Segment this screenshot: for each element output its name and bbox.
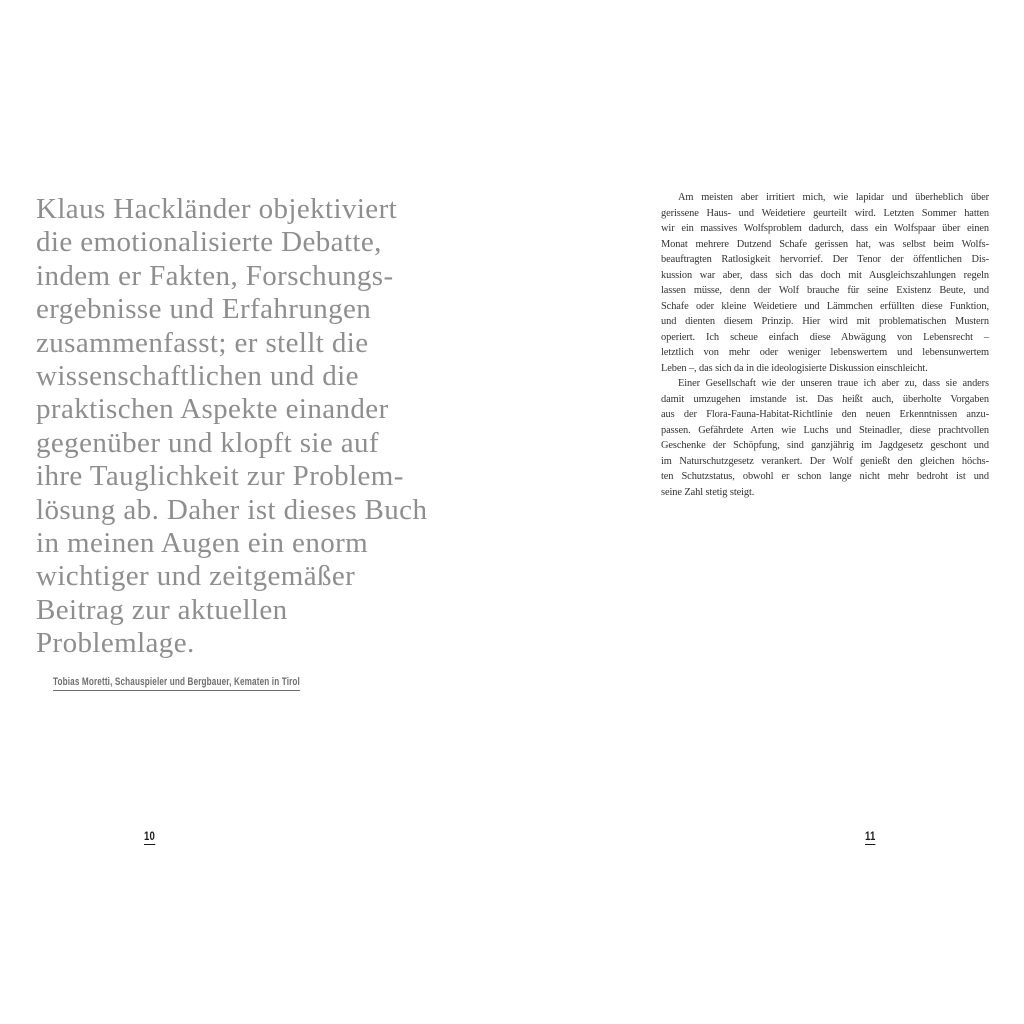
quote-line: Klaus Hackländer objektiviert	[36, 193, 398, 225]
quote-line: wichtiger und zeitgemäßer	[36, 560, 356, 593]
quote-line: ihre Tauglichkeit zur Problem-	[36, 460, 404, 493]
quote-line: gegenüber und klopft sie auf	[36, 426, 379, 459]
text-line: und dienten diesem Prinzip. Hier wird mit problematischen Mustern	[661, 316, 989, 327]
quote-attribution	[35, 664, 387, 703]
text-line: Am meisten aber irritiert mich, wie lapidar und überheblich über	[678, 192, 989, 203]
text-line: operiert. Ich scheue einfach diese Abwägung von Lebensrecht –	[661, 331, 989, 343]
quote-line: wissenschaftlichen und die	[36, 360, 359, 393]
text-line: letztlich von mehr oder weniger lebenswertem und lebensunwertem	[661, 347, 989, 358]
quote-line: Problemlage.	[36, 627, 195, 660]
quote-line: ergebnisse und Erfahrungen	[36, 293, 372, 326]
body-text-block	[661, 190, 989, 500]
paragraph	[661, 190, 989, 376]
text-line: Einer Gesellschaft wie der unseren traue ich aber zu, dass sie anders	[678, 378, 989, 389]
text-line: gerissene Haus- und Weidetiere geurteilt wird. Letzten Sommer hatten	[661, 207, 989, 219]
pull-quote	[36, 193, 476, 661]
quote-line: praktischen Aspekte einander	[36, 393, 389, 426]
text-line: Geschenke der Schöpfung, sind ganzjährig im Jagdgesetz geschont und	[661, 440, 989, 451]
page-number-right	[865, 829, 878, 845]
text-line: aus der Flora-Fauna-Habitat-Richtlinie den neuen Erkenntnissen anzu-	[661, 409, 989, 420]
page-number-left	[144, 829, 158, 845]
text-line: ten Schutzstatus, obwohl er schon lange nicht mehr bedroht ist und	[661, 471, 989, 482]
quote-line: lösung ab. Daher ist dieses Buch	[36, 493, 428, 526]
page-number-left-text: 10	[144, 829, 155, 843]
text-line: damit umzugehen imstande ist. Das heißt auch, überholte Vorgaben	[661, 393, 989, 405]
text-line: Schafe oder kleine Weidetiere und Lämmchen erfüllten diese Funktion,	[661, 300, 989, 312]
quote-line: Beitrag zur aktuellen	[36, 593, 288, 626]
text-line: seine Zahl stetig steigt.	[661, 486, 755, 498]
text-line: Monat mehrere Dutzend Schafe gerissen hat, was selbst beim Wolfs-	[661, 238, 989, 250]
quote-line: die emotionalisierte Debatte,	[36, 226, 382, 259]
text-line: passen. Gefährdete Arten wie Luchs und Steinadler, diese prachtvollen	[661, 424, 989, 436]
text-line: Leben –, das sich da in die ideologisierte Diskussion einschleicht.	[661, 362, 928, 374]
text-line: kussion war aber, dass sich das doch mit Ausgleichszahlungen regeln	[661, 269, 989, 281]
paragraph	[661, 376, 989, 500]
quote-attribution-text: Tobias Moretti, Schauspieler und Bergbauer, Kematen in Tirol	[53, 676, 300, 691]
text-line: beauftragten Ratlosigkeit hervorrief. Der Tenor der öffentlichen Dis-	[661, 254, 989, 265]
quote-line: indem er Fakten, Forschungs-	[36, 259, 394, 292]
text-line: im Naturschutzgesetz verankert. Der Wolf genießt den gleichen höchs-	[661, 455, 989, 467]
quote-line: in meinen Augen ein enorm	[36, 527, 369, 560]
text-line: lassen müsse, denn der Wolf brauche für seine Existenz Beute, und	[661, 285, 989, 296]
page-number-right-text: 11	[865, 829, 876, 843]
quote-line: zusammenfasst; er stellt die	[36, 326, 369, 359]
text-line: wir ein massives Wolfsproblem dadurch, dass ein Wolfspaar über einen	[661, 223, 989, 234]
